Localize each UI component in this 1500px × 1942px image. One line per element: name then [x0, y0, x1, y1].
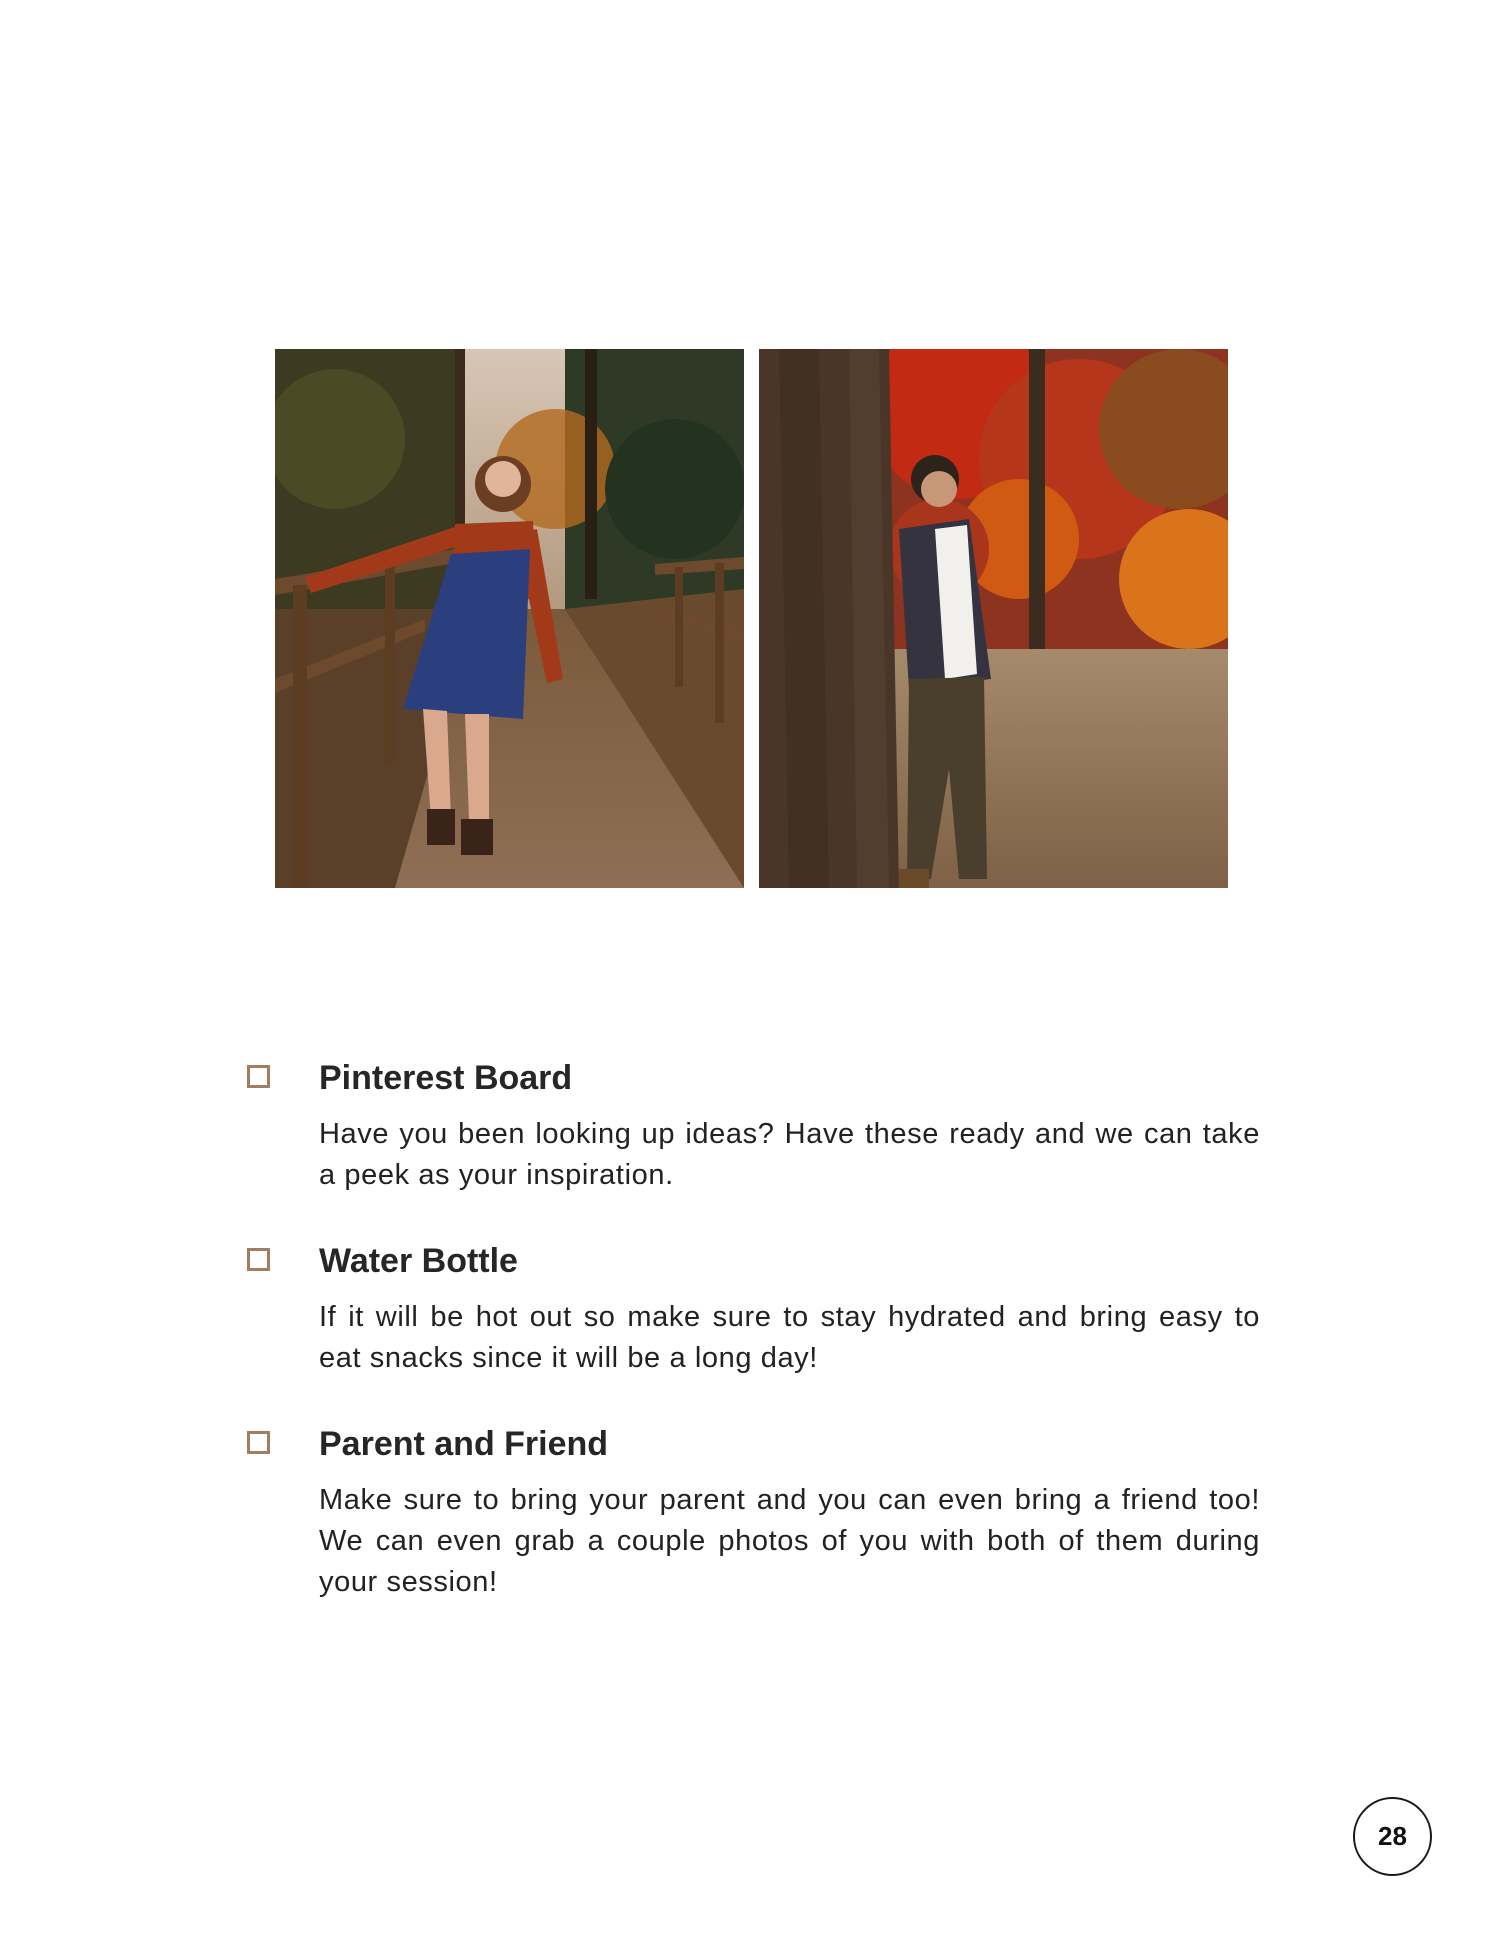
checkbox[interactable]: [247, 1431, 270, 1454]
page-number: 28: [1353, 1797, 1432, 1876]
item-title: Pinterest Board: [319, 1059, 573, 1097]
item-body: Make sure to bring your parent and you can even bring a friend too! We can even grab a couple photos of you with both of them during your session!: [319, 1484, 1260, 1598]
checklist-item: [244, 1050, 1260, 1196]
checklist-item: [244, 1416, 1260, 1603]
photo-girl-on-bridge: [275, 349, 744, 888]
checklist: [244, 1050, 1260, 1640]
item-title: Water Bottle: [319, 1242, 518, 1280]
checkbox[interactable]: [247, 1248, 270, 1271]
item-body: If it will be hot out so make sure to stay hydrated and bring easy to eat snacks since it will be a long day!: [319, 1301, 1260, 1374]
item-title: Parent and Friend: [319, 1425, 609, 1463]
photo-boy-against-tree: [759, 349, 1228, 888]
checklist-item: [244, 1233, 1260, 1379]
item-body: Have you been looking up ideas? Have these ready and we can take a peek as your inspiration.: [319, 1118, 1260, 1191]
checkbox[interactable]: [247, 1065, 270, 1088]
